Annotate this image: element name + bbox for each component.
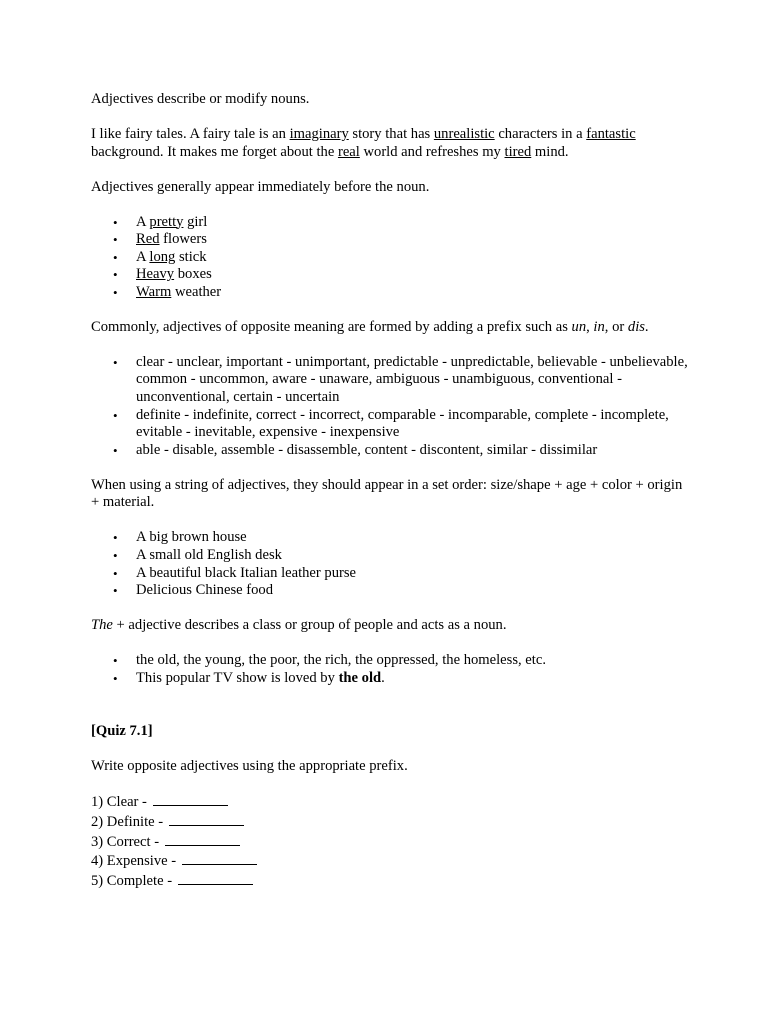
order-examples-list [91,529,691,599]
list-item: • A big brown house [91,529,691,547]
quiz-item: 3) Correct - [91,833,691,853]
list-item: • definite - indefinite, correct - incorrect, comparable - incomparable, complete - incomplete, evitable - inevitable, expensive - inexpensive [91,407,691,442]
list-item: • able - disable, assemble - disassemble, content - discontent, similar - dissimilar [91,442,691,460]
adjective-fantastic: fantastic [586,125,636,142]
quiz-instruction: Write opposite adjectives using the appropriate prefix. [91,758,408,775]
quiz-item: 1) Clear - [91,793,691,813]
adjective-imaginary: imaginary [289,125,349,142]
list-item: • clear - unclear, important - unimportant, predictable - unpredictable, believable - unbelievable, common - uncommon, aware - unaware, ambiguous - unambiguous, conventional - unconventional, certain - uncertain [91,354,691,407]
intro-text: Adjectives describe or modify nouns. [91,91,310,107]
order-rule: When using a string of adjectives, they should appear in a set order: size/shape + age + color + origin + material. [91,476,683,511]
quiz-title: [Quiz 7.1] [91,723,153,740]
adjective-tired: tired [504,143,532,160]
document-page [91,91,691,891]
list-item: • Red flowers [91,231,691,249]
the-examples-list [91,652,691,687]
fairy-tale-paragraph: I like fairy tales. A fairy tale is an imaginary story that has unrealistic characters in a fantastic background. It makes me forget about the real world and refreshes my tired mind. [91,125,636,160]
list-item: • Delicious Chinese food [91,582,691,600]
list-item: • Heavy boxes [91,266,691,284]
adjective-unrealistic: unrealistic [433,125,495,142]
prefix-rule: Commonly, adjectives of opposite meaning are formed by adding a prefix such as un, in, or dis. [91,318,649,335]
answer-blank[interactable] [153,793,228,806]
position-rule: Adjectives generally appear immediately before the noun. [91,178,430,195]
the-adjective-rule: The + adjective describes a class or group of people and acts as a noun. [91,617,507,634]
list-item: • A small old English desk [91,547,691,565]
list-item: • A beautiful black Italian leather purse [91,565,691,583]
list-item: • the old, the young, the poor, the rich, the oppressed, the homeless, etc. [91,652,691,670]
position-examples-list [91,214,691,302]
list-item: • A pretty girl [91,214,691,232]
quiz-item: 5) Complete - [91,872,691,892]
list-item: • A long stick [91,249,691,267]
answer-blank[interactable] [169,813,244,826]
quiz-answers [91,793,691,891]
adjective-real: real [337,143,360,160]
list-item: • This popular TV show is loved by the old. [91,670,691,688]
answer-blank[interactable] [165,833,240,846]
prefix-examples-list [91,354,691,460]
answer-blank[interactable] [178,872,253,885]
quiz-item: 4) Expensive - [91,852,691,872]
answer-blank[interactable] [182,852,257,865]
list-item: • Warm weather [91,284,691,302]
quiz-item: 2) Definite - [91,813,691,833]
